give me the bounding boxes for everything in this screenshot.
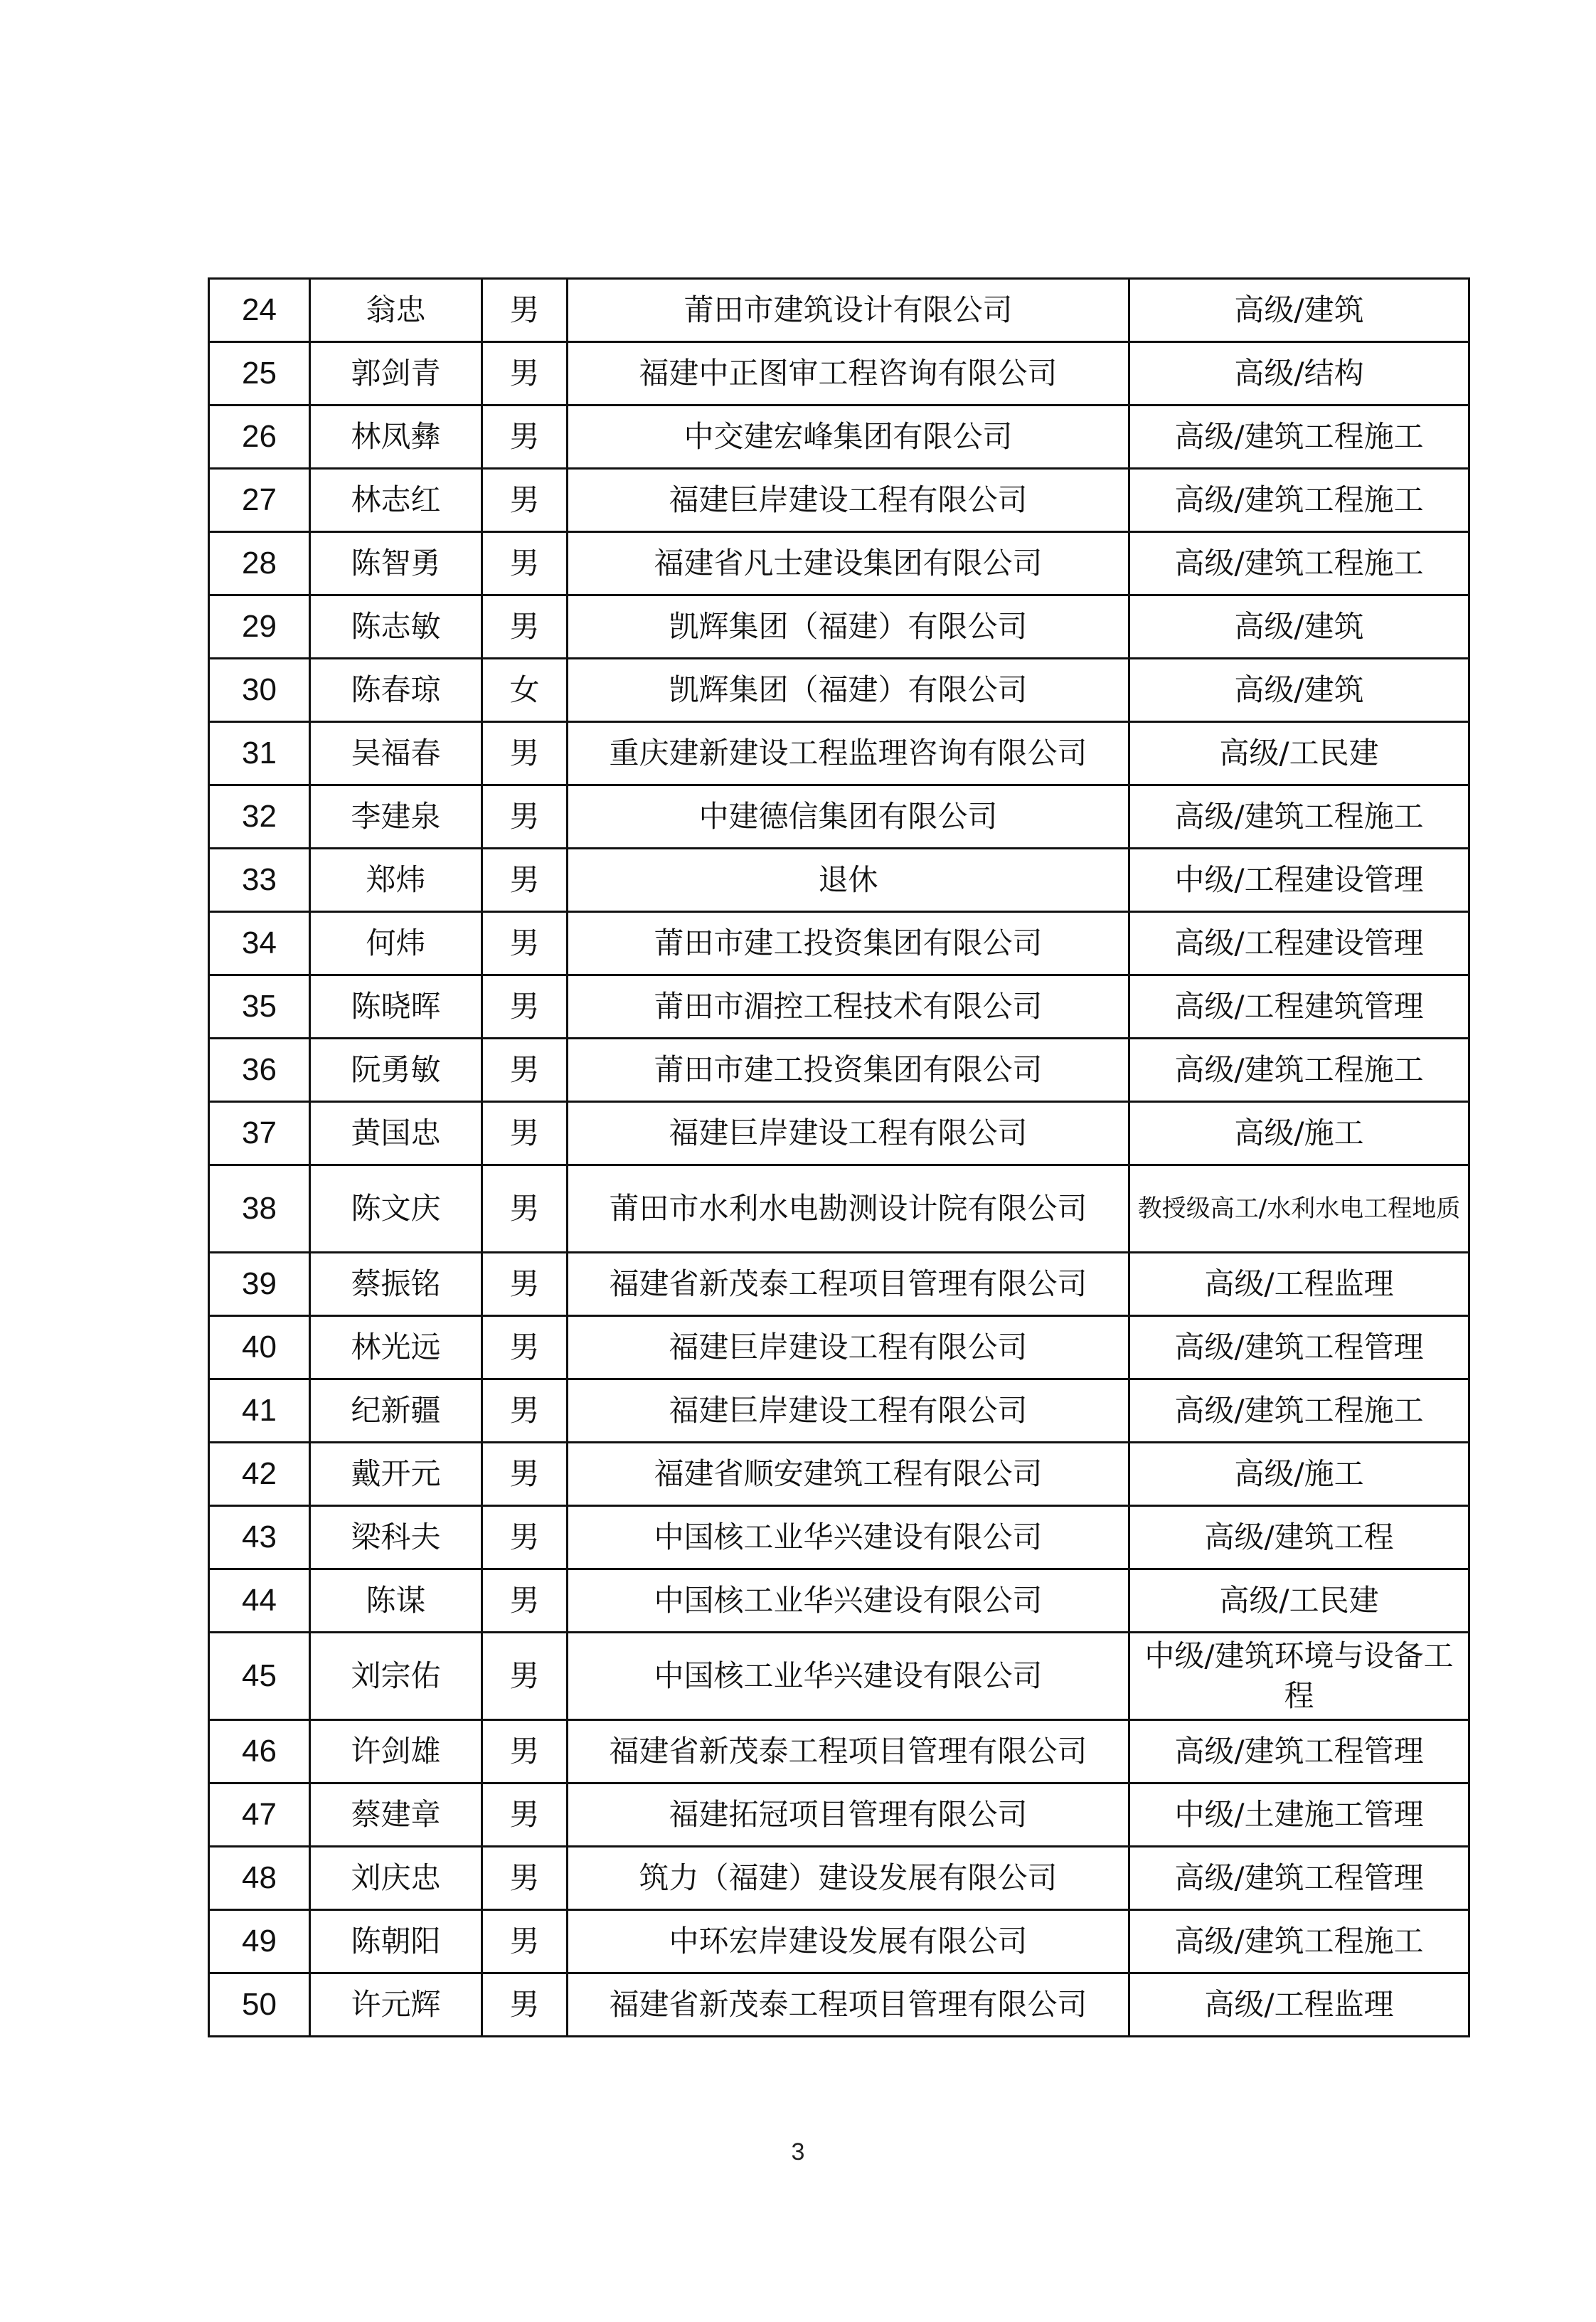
- row-number-cell: 43: [209, 1506, 310, 1569]
- row-number-cell: 33: [209, 849, 310, 912]
- name-cell: 陈春琼: [310, 659, 482, 722]
- name-cell: 陈智勇: [310, 532, 482, 595]
- company-cell: 福建省顺安建筑工程有限公司: [568, 1443, 1129, 1506]
- gender-cell: 男: [482, 469, 568, 532]
- gender-cell: 男: [482, 1039, 568, 1102]
- company-cell: 中国核工业华兴建设有限公司: [568, 1506, 1129, 1569]
- company-cell: 中交建宏峰集团有限公司: [568, 405, 1129, 469]
- company-cell: 莆田市水利水电勘测设计院有限公司: [568, 1165, 1129, 1253]
- table-row: [209, 532, 1469, 595]
- row-number-cell: 31: [209, 722, 310, 785]
- title-cell: 高级/结构: [1129, 342, 1469, 405]
- title-cell: 高级/工民建: [1129, 722, 1469, 785]
- name-cell: 翁忠: [310, 279, 482, 342]
- personnel-table: [208, 277, 1470, 2037]
- table-row: [209, 1253, 1469, 1316]
- title-cell: 高级/施工: [1129, 1443, 1469, 1506]
- company-cell: 重庆建新建设工程监理咨询有限公司: [568, 722, 1129, 785]
- gender-cell: 男: [482, 532, 568, 595]
- page-number: 3: [791, 2138, 805, 2165]
- company-cell: 福建拓冠项目管理有限公司: [568, 1783, 1129, 1847]
- row-number-cell: 25: [209, 342, 310, 405]
- gender-cell: 男: [482, 912, 568, 975]
- company-cell: 福建巨岸建设工程有限公司: [568, 1379, 1129, 1443]
- gender-cell: 男: [482, 1910, 568, 1973]
- gender-cell: 男: [482, 1633, 568, 1720]
- row-number-cell: 38: [209, 1165, 310, 1253]
- gender-cell: 男: [482, 1973, 568, 2037]
- name-cell: 陈文庆: [310, 1165, 482, 1253]
- gender-cell: 男: [482, 1253, 568, 1316]
- table-row: [209, 342, 1469, 405]
- company-cell: 筑力（福建）建设发展有限公司: [568, 1847, 1129, 1910]
- company-cell: 中环宏岸建设发展有限公司: [568, 1910, 1129, 1973]
- row-number-cell: 39: [209, 1253, 310, 1316]
- table-row: [209, 279, 1469, 342]
- name-cell: 阮勇敏: [310, 1039, 482, 1102]
- row-number-cell: 24: [209, 279, 310, 342]
- table-row: [209, 912, 1469, 975]
- table-row: [209, 1973, 1469, 2037]
- table-row: [209, 1720, 1469, 1783]
- title-cell: 高级/建筑工程施工: [1129, 405, 1469, 469]
- gender-cell: 男: [482, 1783, 568, 1847]
- title-cell: 高级/建筑工程管理: [1129, 1847, 1469, 1910]
- name-cell: 黄国忠: [310, 1102, 482, 1165]
- company-cell: 福建省凡士建设集团有限公司: [568, 532, 1129, 595]
- row-number-cell: 45: [209, 1633, 310, 1720]
- title-cell: 高级/建筑工程施工: [1129, 532, 1469, 595]
- company-cell: 中国核工业华兴建设有限公司: [568, 1633, 1129, 1720]
- table-row: [209, 722, 1469, 785]
- title-cell: 高级/工程建设管理: [1129, 912, 1469, 975]
- title-cell: 高级/建筑工程施工: [1129, 1379, 1469, 1443]
- title-cell: 高级/工程监理: [1129, 1973, 1469, 2037]
- gender-cell: 男: [482, 975, 568, 1039]
- table-row: [209, 595, 1469, 659]
- name-cell: 李建泉: [310, 785, 482, 849]
- company-cell: 莆田市建工投资集团有限公司: [568, 912, 1129, 975]
- name-cell: 陈谋: [310, 1569, 482, 1633]
- gender-cell: 男: [482, 1102, 568, 1165]
- row-number-cell: 40: [209, 1316, 310, 1379]
- title-cell: 高级/建筑工程施工: [1129, 1039, 1469, 1102]
- gender-cell: 男: [482, 1720, 568, 1783]
- name-cell: 林光远: [310, 1316, 482, 1379]
- name-cell: 戴开元: [310, 1443, 482, 1506]
- name-cell: 林凤彝: [310, 405, 482, 469]
- row-number-cell: 26: [209, 405, 310, 469]
- gender-cell: 男: [482, 1847, 568, 1910]
- table-row: [209, 1506, 1469, 1569]
- name-cell: 刘宗佑: [310, 1633, 482, 1720]
- title-cell: 高级/建筑工程管理: [1129, 1720, 1469, 1783]
- name-cell: 梁科夫: [310, 1506, 482, 1569]
- table-row: [209, 1569, 1469, 1633]
- title-cell: 高级/施工: [1129, 1102, 1469, 1165]
- table-row: [209, 1443, 1469, 1506]
- name-cell: 蔡建章: [310, 1783, 482, 1847]
- row-number-cell: 48: [209, 1847, 310, 1910]
- name-cell: 许元辉: [310, 1973, 482, 2037]
- title-cell: 高级/建筑工程施工: [1129, 785, 1469, 849]
- gender-cell: 男: [482, 1506, 568, 1569]
- name-cell: 郑炜: [310, 849, 482, 912]
- gender-cell: 男: [482, 849, 568, 912]
- table-row: [209, 849, 1469, 912]
- gender-cell: 男: [482, 1165, 568, 1253]
- row-number-cell: 32: [209, 785, 310, 849]
- name-cell: 陈志敏: [310, 595, 482, 659]
- row-number-cell: 46: [209, 1720, 310, 1783]
- row-number-cell: 47: [209, 1783, 310, 1847]
- table-row: [209, 1379, 1469, 1443]
- table-row: [209, 1847, 1469, 1910]
- company-cell: 凯辉集团（福建）有限公司: [568, 659, 1129, 722]
- table-row: [209, 1783, 1469, 1847]
- company-cell: 莆田市建筑设计有限公司: [568, 279, 1129, 342]
- row-number-cell: 36: [209, 1039, 310, 1102]
- row-number-cell: 27: [209, 469, 310, 532]
- company-cell: 福建巨岸建设工程有限公司: [568, 1102, 1129, 1165]
- table-row: [209, 1316, 1469, 1379]
- gender-cell: 男: [482, 342, 568, 405]
- row-number-cell: 35: [209, 975, 310, 1039]
- title-cell: 高级/建筑工程施工: [1129, 469, 1469, 532]
- company-cell: 中建德信集团有限公司: [568, 785, 1129, 849]
- table-row: [209, 975, 1469, 1039]
- name-cell: 陈晓晖: [310, 975, 482, 1039]
- name-cell: 蔡振铭: [310, 1253, 482, 1316]
- row-number-cell: 42: [209, 1443, 310, 1506]
- title-cell: 高级/建筑: [1129, 595, 1469, 659]
- row-number-cell: 30: [209, 659, 310, 722]
- company-cell: 中国核工业华兴建设有限公司: [568, 1569, 1129, 1633]
- company-cell: 莆田市湄控工程技术有限公司: [568, 975, 1129, 1039]
- gender-cell: 男: [482, 595, 568, 659]
- name-cell: 吴福春: [310, 722, 482, 785]
- personnel-table-body: [209, 279, 1469, 2037]
- name-cell: 许剑雄: [310, 1720, 482, 1783]
- title-cell: 高级/工程监理: [1129, 1253, 1469, 1316]
- name-cell: 林志红: [310, 469, 482, 532]
- company-cell: 福建省新茂泰工程项目管理有限公司: [568, 1973, 1129, 2037]
- name-cell: 纪新疆: [310, 1379, 482, 1443]
- table-row: [209, 785, 1469, 849]
- row-number-cell: 37: [209, 1102, 310, 1165]
- table-row: [209, 1039, 1469, 1102]
- title-cell: 中级/土建施工管理: [1129, 1783, 1469, 1847]
- row-number-cell: 28: [209, 532, 310, 595]
- gender-cell: 男: [482, 1443, 568, 1506]
- title-cell: 高级/建筑工程施工: [1129, 1910, 1469, 1973]
- company-cell: 福建省新茂泰工程项目管理有限公司: [568, 1253, 1129, 1316]
- gender-cell: 男: [482, 1379, 568, 1443]
- table-row: [209, 469, 1469, 532]
- table-row: [209, 1910, 1469, 1973]
- row-number-cell: 29: [209, 595, 310, 659]
- name-cell: 陈朝阳: [310, 1910, 482, 1973]
- table-row: [209, 1165, 1469, 1253]
- name-cell: 郭剑青: [310, 342, 482, 405]
- company-cell: 莆田市建工投资集团有限公司: [568, 1039, 1129, 1102]
- title-cell: 中级/工程建设管理: [1129, 849, 1469, 912]
- title-cell: 高级/建筑: [1129, 659, 1469, 722]
- gender-cell: 男: [482, 1569, 568, 1633]
- title-cell: 高级/建筑: [1129, 279, 1469, 342]
- table-row: [209, 405, 1469, 469]
- row-number-cell: 34: [209, 912, 310, 975]
- gender-cell: 男: [482, 1316, 568, 1379]
- company-cell: 凯辉集团（福建）有限公司: [568, 595, 1129, 659]
- company-cell: 福建巨岸建设工程有限公司: [568, 469, 1129, 532]
- gender-cell: 男: [482, 722, 568, 785]
- title-cell: 高级/建筑工程管理: [1129, 1316, 1469, 1379]
- gender-cell: 女: [482, 659, 568, 722]
- row-number-cell: 44: [209, 1569, 310, 1633]
- title-cell: 中级/建筑环境与设备工程: [1129, 1633, 1469, 1720]
- title-cell: 教授级高工/水利水电工程地质: [1129, 1165, 1469, 1253]
- title-cell: 高级/建筑工程: [1129, 1506, 1469, 1569]
- gender-cell: 男: [482, 405, 568, 469]
- row-number-cell: 50: [209, 1973, 310, 2037]
- table-row: [209, 1633, 1469, 1720]
- row-number-cell: 41: [209, 1379, 310, 1443]
- table-row: [209, 659, 1469, 722]
- title-cell: 高级/工民建: [1129, 1569, 1469, 1633]
- company-cell: 福建中正图审工程咨询有限公司: [568, 342, 1129, 405]
- company-cell: 福建巨岸建设工程有限公司: [568, 1316, 1129, 1379]
- title-cell: 高级/工程建筑管理: [1129, 975, 1469, 1039]
- gender-cell: 男: [482, 279, 568, 342]
- company-cell: 福建省新茂泰工程项目管理有限公司: [568, 1720, 1129, 1783]
- name-cell: 刘庆忠: [310, 1847, 482, 1910]
- table-row: [209, 1102, 1469, 1165]
- name-cell: 何炜: [310, 912, 482, 975]
- row-number-cell: 49: [209, 1910, 310, 1973]
- gender-cell: 男: [482, 785, 568, 849]
- company-cell: 退休: [568, 849, 1129, 912]
